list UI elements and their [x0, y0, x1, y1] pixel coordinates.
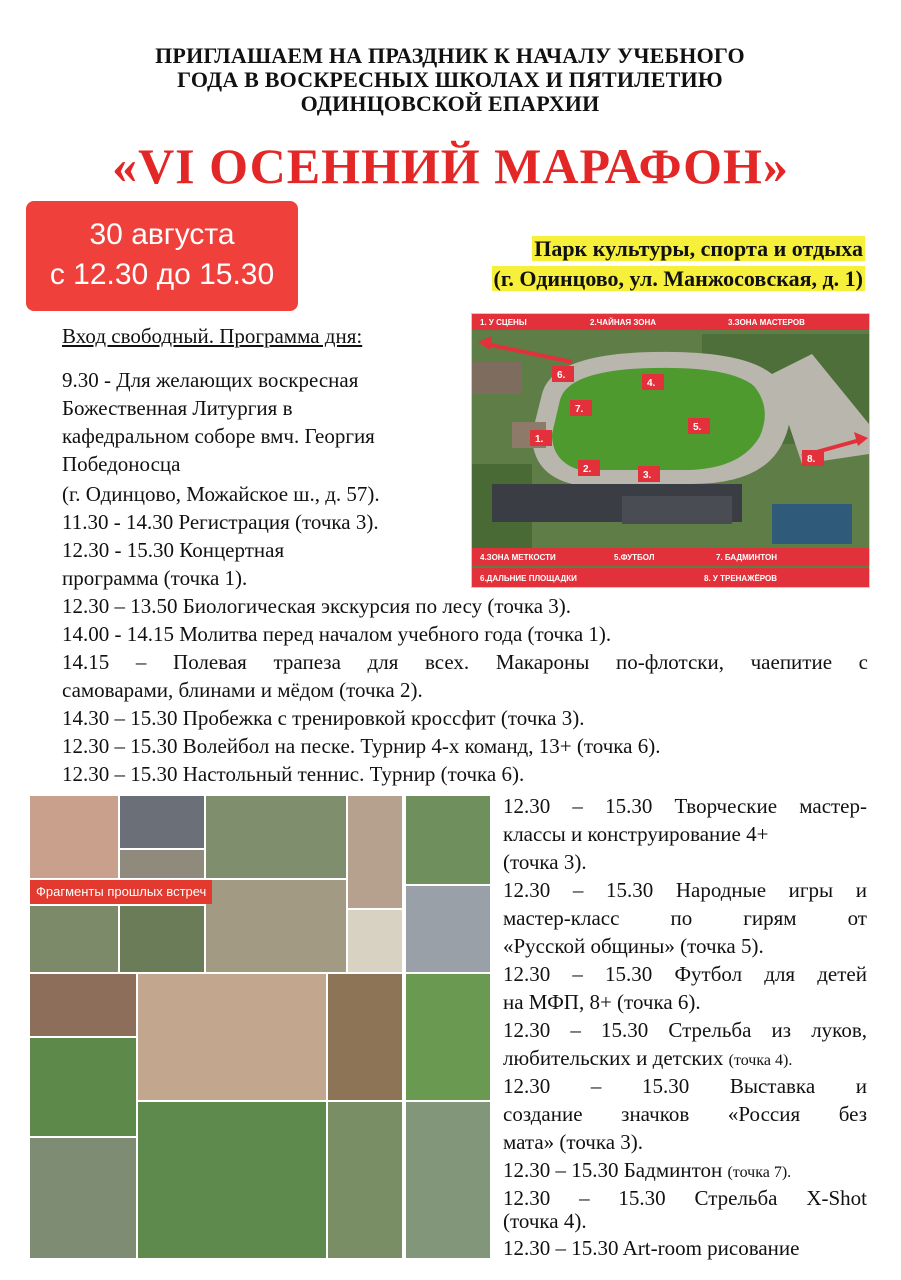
- map-point: 4.: [647, 378, 656, 389]
- heading-line-3: ОДИНЦОВСКОЙ ЕПАРХИИ: [300, 91, 600, 116]
- program-line: [503, 1156, 867, 1187]
- collage-photo: [30, 974, 136, 1036]
- map-point: 3.: [643, 470, 652, 481]
- collage-photo: [30, 796, 118, 878]
- program-point: (точка 7).: [727, 1164, 792, 1181]
- park-map: [471, 313, 870, 588]
- photo-collage: [30, 796, 490, 1258]
- collage-photo: [206, 880, 346, 972]
- program-line: кафедральном соборе вмч. Георгия: [62, 424, 375, 448]
- program-line: 9.30 - Для желающих воскресная: [62, 368, 359, 392]
- program-line-text: 12.30 – 15.30 Бадминтон: [503, 1158, 723, 1182]
- map-point: 1.: [535, 434, 544, 445]
- program-line: самоварами, блинами и мёдом (точка 2).: [62, 678, 423, 702]
- map-zone-label: 6.ДАЛЬНИЕ ПЛОЩАДКИ: [480, 574, 577, 583]
- program-line: Победоносца: [62, 452, 181, 476]
- program-line: мата» (точка 3).: [503, 1130, 644, 1154]
- program-line: на МФП, 8+ (точка 6).: [503, 990, 701, 1014]
- park-map-image: [472, 314, 869, 587]
- program-line: 12.30 – 15.30 Творческие мастер-: [503, 794, 867, 818]
- map-point: 7.: [575, 404, 584, 415]
- collage-banner: Фрагменты прошлых встреч: [30, 880, 212, 904]
- collage-photo: [348, 910, 402, 972]
- program-point: (точка 4).: [503, 1209, 587, 1233]
- map-point: 8.: [807, 454, 816, 465]
- program-line: 12.30 - 15.30 Концертная: [62, 538, 285, 562]
- map-zone-label: 4.ЗОНА МЕТКОСТИ: [480, 553, 556, 562]
- collage-photo: [138, 1102, 326, 1258]
- map-zone-label: 2.ЧАЙНАЯ ЗОНА: [590, 318, 657, 327]
- program-line: 12.30 – 15.30 Art-room рисование: [503, 1236, 800, 1260]
- program-line: создание значков «Россия без: [503, 1102, 867, 1126]
- program-line: 12.30 – 15.30 Стрельба из луков,: [503, 1018, 867, 1042]
- program-line: (г. Одинцово, Можайское ш., д. 57).: [62, 482, 380, 506]
- map-point: 6.: [557, 370, 566, 381]
- collage-photo: [328, 1102, 402, 1258]
- program-point: (точка 4).: [728, 1052, 793, 1069]
- program-line: 11.30 - 14.30 Регистрация (точка 3).: [62, 510, 379, 534]
- program-line: Божественная Литургия в: [62, 396, 293, 420]
- map-zone-label: 3.ЗОНА МАСТЕРОВ: [728, 318, 805, 327]
- collage-photo: [406, 886, 490, 972]
- collage-photo: [30, 1138, 136, 1258]
- map-point: 2.: [583, 464, 592, 475]
- program-line: 12.30 – 15.30 Волейбол на песке. Турнир 4-х команд, 13+ (точка 6).: [62, 734, 661, 758]
- collage-photo: [120, 796, 204, 848]
- collage-photo: [206, 796, 346, 878]
- program-line: 14.00 - 14.15 Молитва перед началом учебного года (точка 1).: [62, 622, 612, 646]
- collage-photo: [138, 974, 326, 1100]
- map-zone-label: 1. У СЦЕНЫ: [480, 318, 527, 327]
- program-line: «Русской общины» (точка 5).: [503, 934, 764, 958]
- collage-photo: [30, 1038, 136, 1136]
- collage-photo: [120, 850, 204, 878]
- collage-photo: [406, 974, 490, 1100]
- program-line: [503, 1044, 867, 1075]
- venue-name: Парк культуры, спорта и отдыха: [534, 236, 863, 261]
- program-intro: Вход свободный. Программа дня:: [62, 324, 363, 348]
- map-zone-label: 5.ФУТБОЛ: [614, 553, 655, 562]
- heading-line-1: ПРИГЛАШАЕМ НА ПРАЗДНИК К НАЧАЛУ УЧЕБНОГО: [155, 43, 745, 68]
- date-line: 30 августа: [89, 218, 235, 251]
- collage-photo: [406, 1102, 490, 1258]
- invitation-heading: [40, 44, 860, 116]
- program-line: классы и конструирование 4+: [503, 822, 769, 846]
- program-line: 12.30 – 15.30 Футбол для детей: [503, 962, 867, 986]
- program-line: мастер-класс по гирям от: [503, 906, 867, 930]
- map-zone-label: 7. БАДМИНТОН: [716, 553, 777, 562]
- map-point: 5.: [693, 422, 702, 433]
- collage-photo: [406, 796, 490, 884]
- heading-line-2: ГОДА В ВОСКРЕСНЫХ ШКОЛАХ И ПЯТИЛЕТИЮ: [177, 67, 723, 92]
- program-line: 14.15 – Полевая трапеза для всех. Макароны по-флотски, чаепитие с: [62, 650, 868, 674]
- program-line: 12.30 – 15.30 Настольный теннис. Турнир (точка 6).: [62, 762, 525, 786]
- program-line: (точка 3).: [503, 850, 587, 874]
- program-line: 12.30 – 15.30 Народные игры и: [503, 878, 867, 902]
- venue-block: [492, 234, 865, 294]
- collage-photo: [30, 906, 118, 972]
- time-line: с 12.30 до 15.30: [49, 258, 275, 291]
- collage-photo: [328, 974, 402, 1100]
- collage-photo: [120, 906, 204, 972]
- program-line: 14.30 – 15.30 Пробежка с тренировкой кроссфит (точка 3).: [62, 706, 585, 730]
- program-line: 12.30 – 15.30 Стрельба X-Shot: [503, 1186, 867, 1210]
- venue-address: (г. Одинцово, ул. Манжосовская, д. 1): [493, 266, 863, 291]
- program-line: 12.30 – 15.30 Выставка и: [503, 1074, 867, 1098]
- event-title: «VI ОСЕННИЙ МАРАФОН»: [112, 138, 789, 194]
- program-line: программа (точка 1).: [62, 566, 248, 590]
- date-box: [26, 201, 298, 311]
- collage-photo: [348, 796, 402, 908]
- program-line-text: любительских и детских: [503, 1046, 724, 1070]
- map-zone-label: 8. У ТРЕНАЖЁРОВ: [704, 574, 778, 583]
- program-line: 12.30 – 13.50 Биологическая экскурсия по лесу (точка 3).: [62, 594, 572, 618]
